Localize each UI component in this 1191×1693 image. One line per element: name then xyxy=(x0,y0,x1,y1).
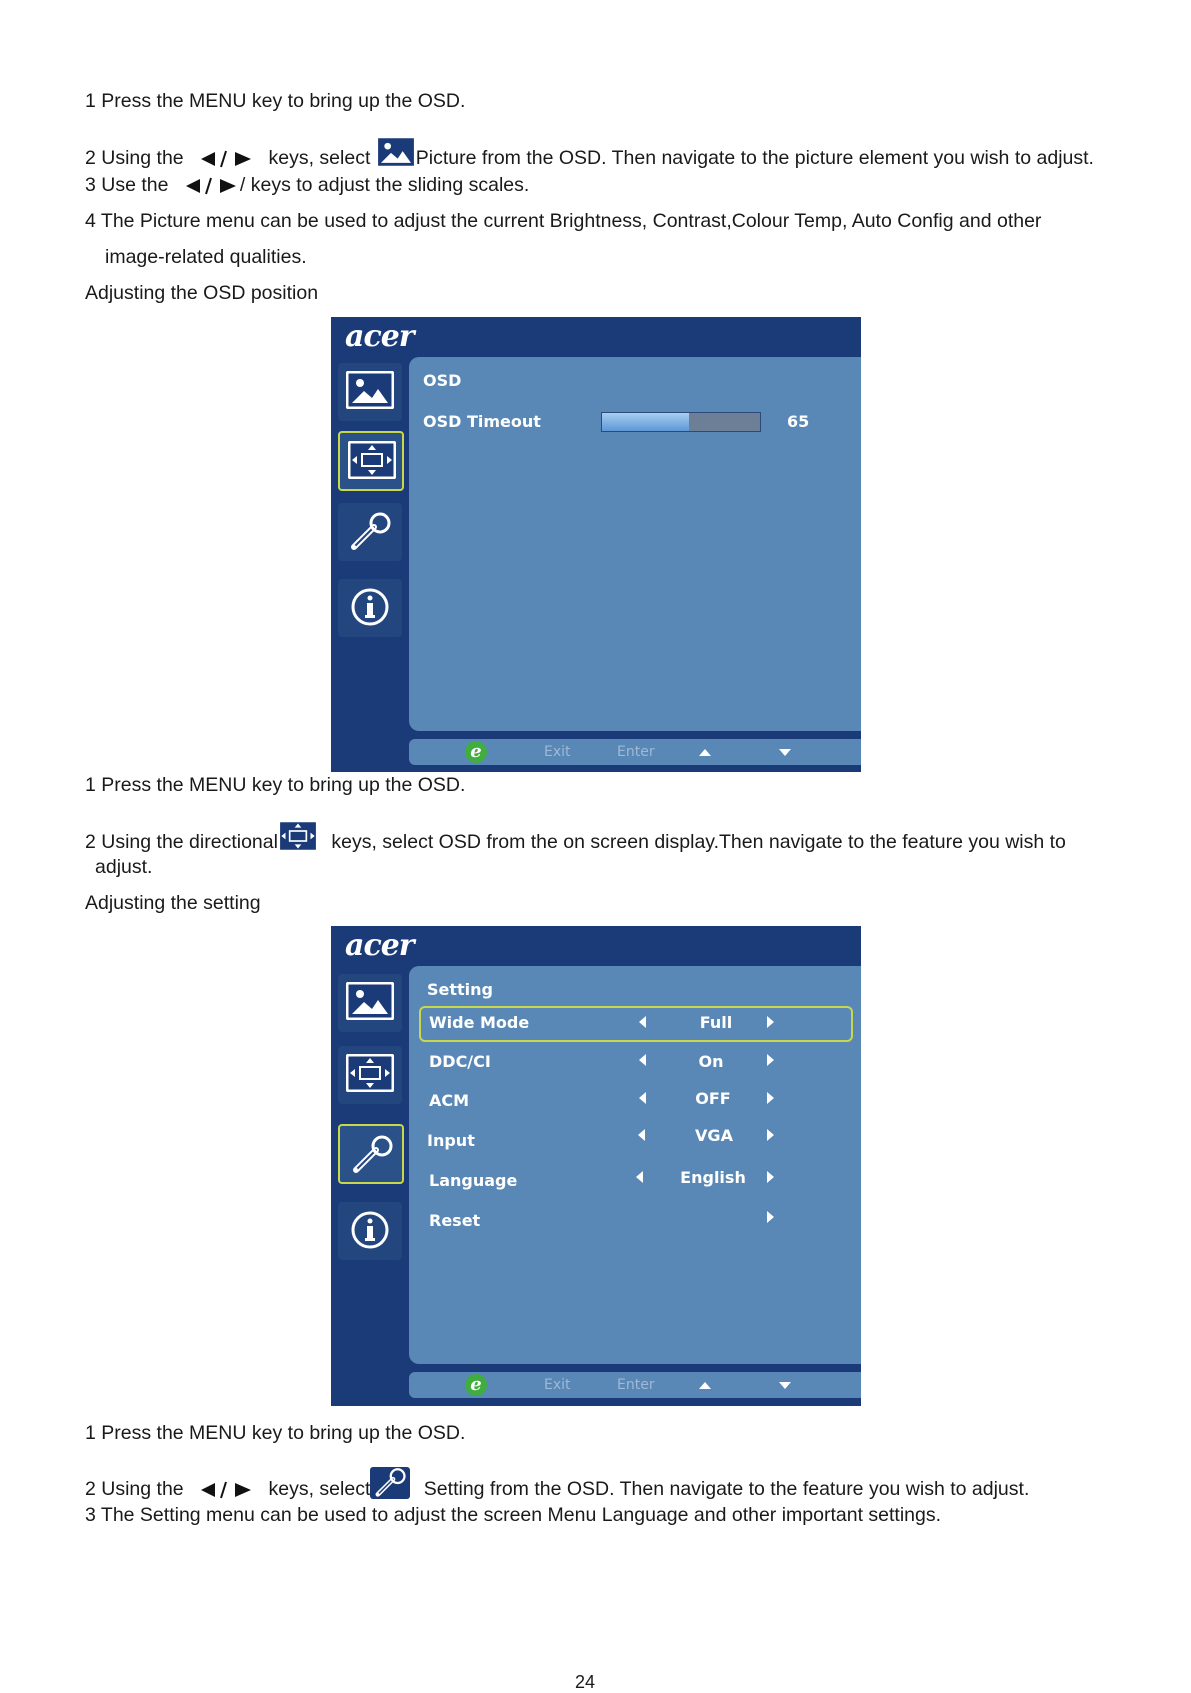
arrow-left-icon[interactable] xyxy=(639,1054,646,1066)
s1-step1: 1 Press the MENU key to bring up the OSD. xyxy=(85,90,466,112)
s2-step2-suffix: keys, select OSD from the on screen display.Then navigate to the feature you wish to xyxy=(331,831,1066,853)
s1-step2 xyxy=(85,136,1094,170)
acer-logo: acer xyxy=(345,319,414,354)
s2-step2-prefix: 2 Using the directional xyxy=(85,831,278,853)
footer-exit: Exit xyxy=(544,1377,571,1393)
row-label-reset: Reset xyxy=(429,1211,481,1230)
arrow-right-icon[interactable] xyxy=(767,1211,774,1223)
arrow-right-icon[interactable] xyxy=(767,1054,774,1066)
osd-menu-title: Setting xyxy=(427,980,493,999)
arrow-right-icon[interactable] xyxy=(767,1129,774,1141)
acer-logo: acer xyxy=(345,928,414,963)
setting-icon xyxy=(346,511,394,553)
row-label-ddcci: DDC/CI xyxy=(429,1052,491,1071)
info-icon xyxy=(346,1210,394,1250)
page-number: 24 xyxy=(575,1672,596,1692)
footer-exit: Exit xyxy=(544,744,571,760)
arrow-left-icon[interactable] xyxy=(639,1092,646,1104)
osd-timeout-label: OSD Timeout xyxy=(423,412,541,431)
info-icon xyxy=(346,587,394,627)
empowering-key-icon: e xyxy=(465,1374,487,1396)
osd-footer xyxy=(409,1372,861,1398)
s3-step2-mid: keys, select xyxy=(268,1478,371,1500)
setting-icon xyxy=(348,1134,396,1176)
row-value-language: English xyxy=(680,1168,746,1187)
s1-step4-line2: image-related qualities. xyxy=(105,246,307,268)
left-right-arrows-icon xyxy=(197,1480,255,1500)
footer-enter: Enter xyxy=(617,744,655,760)
arrow-left-icon[interactable] xyxy=(638,1129,645,1141)
tab-picture[interactable] xyxy=(338,363,402,421)
osd-position-icon xyxy=(348,441,396,479)
arrow-right-icon[interactable] xyxy=(767,1171,774,1183)
s3-step3: 3 The Setting menu can be used to adjust the screen Menu Language and other important settings. xyxy=(85,1504,942,1526)
s2-heading: Adjusting the setting xyxy=(85,892,261,914)
picture-icon xyxy=(376,136,416,168)
osd-position-icon xyxy=(278,820,318,852)
s2-step2 xyxy=(85,820,1066,854)
tab-osd-position[interactable] xyxy=(338,1046,402,1104)
s3-step2-suffix: Setting from the OSD. Then navigate to the feature you wish to adjust. xyxy=(423,1478,1030,1500)
row-value-acm: OFF xyxy=(695,1089,731,1108)
footer-down-icon xyxy=(779,1382,791,1389)
s1-step3-suffix: / keys to adjust the sliding scales. xyxy=(239,174,530,196)
s1-step4-line1: 4 The Picture menu can be used to adjust the current Brightness, Contrast,Colour Temp, Auto Config and other xyxy=(85,210,1042,232)
arrow-right-icon[interactable] xyxy=(767,1016,774,1028)
osd-footer xyxy=(409,739,861,765)
tab-osd-position[interactable] xyxy=(338,431,404,491)
osd-content-panel xyxy=(409,966,861,1364)
s2-step2-line2: adjust. xyxy=(95,856,153,878)
tab-setting[interactable] xyxy=(338,1124,404,1184)
osd-menu-title: OSD xyxy=(423,371,462,390)
left-right-arrows-icon xyxy=(182,176,240,196)
row-value-input: VGA xyxy=(695,1126,733,1145)
s1-step2-prefix: 2 Using the xyxy=(85,147,184,169)
footer-down-icon xyxy=(779,749,791,756)
s1-step2-suffix: Picture from the OSD. Then navigate to the picture element you wish to adjust. xyxy=(415,147,1094,169)
osd-timeout-value: 65 xyxy=(787,412,810,431)
osd-tab-rail xyxy=(331,966,409,1406)
s3-step2 xyxy=(85,1467,1029,1501)
footer-up-icon xyxy=(699,1382,711,1389)
footer-up-icon xyxy=(699,749,711,756)
s1-step3-prefix: 3 Use the xyxy=(85,174,169,196)
s1-heading: Adjusting the OSD position xyxy=(85,282,319,304)
s1-step3 xyxy=(85,173,529,197)
row-value-ddcci: On xyxy=(698,1052,724,1071)
row-value-wide-mode: Full xyxy=(699,1013,733,1032)
row-label-wide-mode: Wide Mode xyxy=(429,1013,530,1032)
tab-setting[interactable] xyxy=(338,503,402,561)
s2-step1: 1 Press the MENU key to bring up the OSD. xyxy=(85,774,466,796)
arrow-right-icon[interactable] xyxy=(767,1092,774,1104)
s3-step2-prefix: 2 Using the xyxy=(85,1478,184,1500)
s3-step1: 1 Press the MENU key to bring up the OSD. xyxy=(85,1422,466,1444)
arrow-left-icon[interactable] xyxy=(639,1016,646,1028)
picture-icon xyxy=(346,371,394,409)
osd-timeout-slider[interactable] xyxy=(601,412,761,432)
osd-screen-setting xyxy=(331,926,861,1406)
footer-enter: Enter xyxy=(617,1377,655,1393)
picture-icon xyxy=(346,982,394,1020)
row-label-acm: ACM xyxy=(429,1091,470,1110)
tab-information[interactable] xyxy=(338,579,402,637)
arrow-left-icon[interactable] xyxy=(636,1171,643,1183)
setting-icon xyxy=(370,1467,410,1499)
osd-position-icon xyxy=(346,1054,394,1092)
empowering-key-icon: e xyxy=(465,741,487,763)
s1-step2-mid: keys, select xyxy=(268,147,371,169)
tab-picture[interactable] xyxy=(338,974,402,1032)
osd-screen-position xyxy=(331,317,861,772)
left-right-arrows-icon xyxy=(197,149,255,169)
osd-content-panel xyxy=(409,357,861,731)
tab-information[interactable] xyxy=(338,1202,402,1260)
row-label-language: Language xyxy=(429,1171,518,1190)
osd-timeout-slider-fill xyxy=(602,413,689,431)
row-label-input: Input xyxy=(427,1131,475,1150)
osd-tab-rail xyxy=(331,357,409,772)
